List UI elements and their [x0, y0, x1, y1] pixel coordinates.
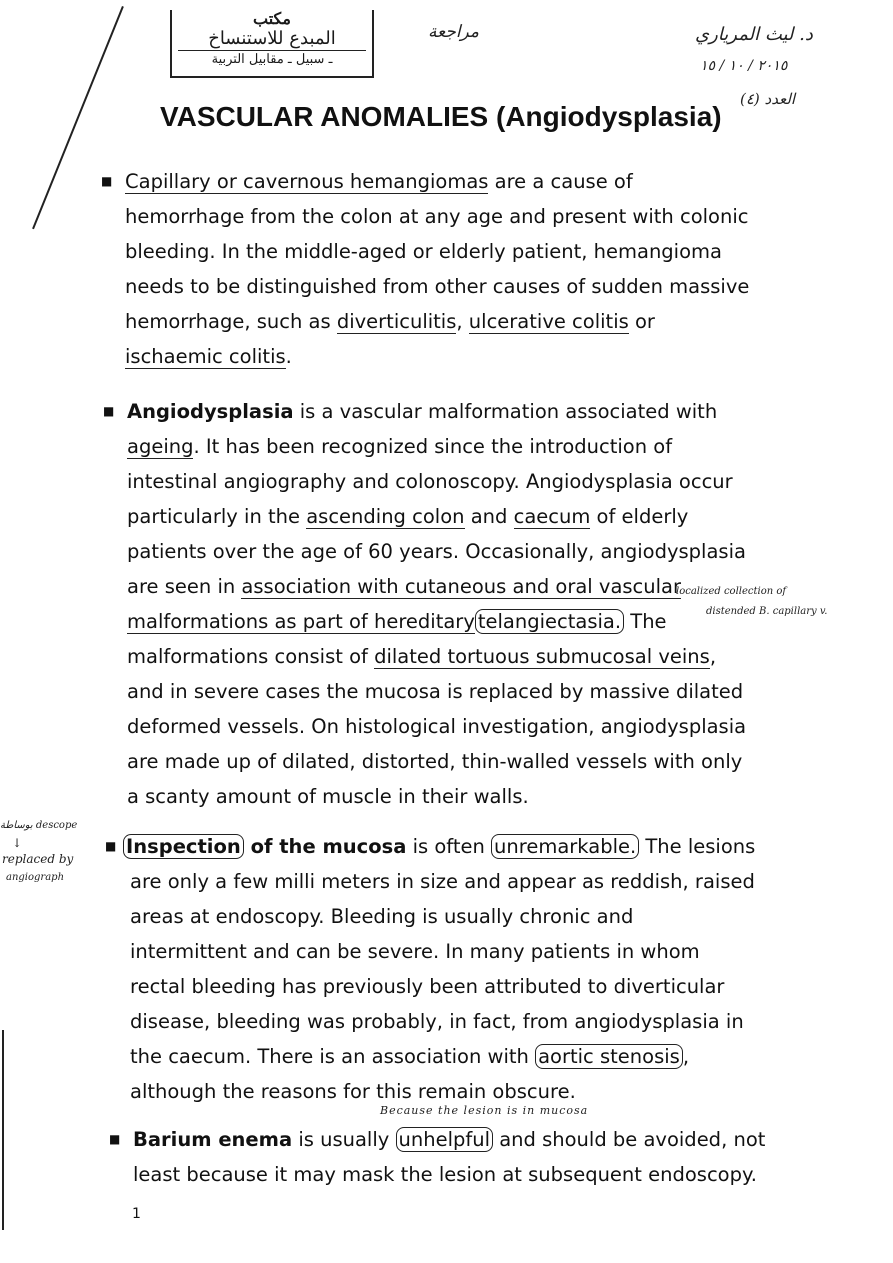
bullet-angiodysplasia	[103, 394, 747, 814]
handwritten-barium-note: Because the lesion is in mucosa	[380, 1104, 589, 1117]
underlined-text: ischaemic colitis	[125, 345, 286, 368]
bullet-inspection	[105, 829, 756, 1109]
text-line	[127, 639, 746, 674]
text-line	[127, 569, 746, 604]
text-line: needs to be distinguished from other causes of sudden massive	[125, 275, 750, 298]
underlined-text: Capillary or cavernous hemangiomas	[125, 170, 489, 193]
underlined-text: association with cutaneous and oral vascular	[241, 575, 682, 598]
handwritten-arrow: ↓	[12, 836, 23, 850]
text-span: ,	[456, 310, 469, 333]
boxed-term: Inspection	[123, 834, 244, 859]
bold-term: Barium enema	[133, 1128, 293, 1151]
text-span: the caecum. There is an association with	[130, 1045, 536, 1068]
text-line: disease, bleeding was probably, in fact, from angiodysplasia in	[130, 1010, 744, 1033]
underlined-text: ulcerative colitis	[468, 310, 629, 333]
handwritten-telangiectasia-note-1: localized collection of	[676, 586, 787, 597]
text-line: a scanty amount of muscle in their walls.	[127, 785, 529, 808]
boxed-term: unremarkable.	[491, 834, 639, 859]
underlined-text: diverticulitis	[336, 310, 457, 333]
text-span: is often	[406, 835, 492, 858]
text-line: are only a few milli meters in size and appear as reddish, raised	[130, 870, 755, 893]
stamp-line-1: مكتب	[253, 9, 291, 28]
page-number: 1	[132, 1206, 141, 1222]
text-span: or	[628, 310, 655, 333]
text-span: is a vascular malformation associated with	[293, 400, 718, 423]
page-title: VASCULAR ANOMALIES (Angiodysplasia)	[160, 101, 722, 132]
text-span: ,	[682, 1045, 690, 1068]
bullet-marker: ■	[103, 404, 115, 418]
text-span: hemorrhage, such as	[125, 310, 337, 333]
text-line	[127, 429, 746, 464]
text-span: . It has been recognized since the introduction of	[193, 435, 673, 458]
handwritten-left-note-2: replaced by	[2, 852, 74, 866]
text-line: intermittent and can be severe. In many patients in whom	[130, 940, 700, 963]
underlined-text: ageing	[127, 435, 194, 458]
text-span: malformations consist of	[127, 645, 375, 668]
text-span: is usually	[292, 1128, 396, 1151]
text-line	[127, 604, 746, 639]
copy-shop-stamp	[170, 10, 374, 78]
text-line: bleeding. In the middle-aged or elderly patient, hemangioma	[125, 240, 722, 263]
bullet-barium-enema	[109, 1122, 766, 1192]
underlined-text: caecum	[513, 505, 591, 528]
text-span: The	[624, 610, 667, 633]
underlined-text: malformations as part of hereditary	[127, 610, 475, 633]
text-span: of elderly	[590, 505, 689, 528]
text-line	[127, 394, 746, 429]
handwritten-date: ٢٠١٥ / ١٠ / ١٥	[700, 58, 788, 74]
stamp-line-2: المبدع للاستنساخ	[208, 28, 336, 49]
text-span: and should be avoided, not	[493, 1128, 766, 1151]
handwritten-issue-number: العدد (٤)	[740, 90, 796, 108]
text-line: intestinal angiography and colonoscopy. Angiodysplasia occur	[127, 470, 733, 493]
text-line: although the reasons for this remain obscure.	[130, 1080, 576, 1103]
text-span: ,	[709, 645, 717, 668]
text-line	[123, 829, 755, 864]
text-span: and	[464, 505, 514, 528]
stamp-line-3: ـ سبيل ـ مقابيل التربية	[178, 50, 366, 69]
text-line: hemorrhage from the colon at any age and present with colonic	[125, 205, 749, 228]
handwritten-left-note-3: angiograph	[6, 872, 65, 883]
boxed-term: unhelpful	[396, 1127, 494, 1152]
text-line	[125, 164, 749, 199]
text-span: are a cause of	[488, 170, 633, 193]
bullet-marker: ■	[109, 1132, 121, 1146]
boxed-term: telangiectasia.	[475, 609, 624, 634]
text-span: particularly in the	[127, 505, 307, 528]
text-line	[133, 1122, 765, 1157]
bold-term: Angiodysplasia	[127, 400, 294, 423]
text-line	[123, 1039, 755, 1074]
bold-term: of the mucosa	[243, 835, 407, 858]
bullet-marker: ■	[101, 174, 113, 188]
boxed-term: aortic stenosis	[535, 1044, 683, 1069]
text-line	[127, 499, 746, 534]
handwritten-note-review: مراجعة	[428, 22, 480, 42]
text-line: least because it may mask the lesion at subsequent endoscopy.	[133, 1163, 757, 1186]
handwritten-left-note-1: بوساطة descope	[0, 820, 78, 831]
text-span: The lesions	[639, 835, 756, 858]
text-line: deformed vessels. On histological investigation, angiodysplasia	[127, 715, 747, 738]
handwritten-lecturer-name: د. ليث المرياري	[695, 24, 813, 45]
underlined-text: ascending colon	[306, 505, 465, 528]
text-line: rectal bleeding has previously been attributed to diverticular	[130, 975, 725, 998]
underlined-text: dilated tortuous submucosal veins	[374, 645, 710, 668]
text-line: patients over the age of 60 years. Occasionally, angiodysplasia	[127, 540, 746, 563]
bullet-hemangiomas	[101, 164, 750, 374]
text-span: .	[285, 345, 292, 368]
text-line	[125, 339, 749, 374]
text-line: and in severe cases the mucosa is replaced by massive dilated	[127, 680, 744, 703]
text-line: are made up of dilated, distorted, thin-walled vessels with only	[127, 750, 743, 773]
text-line: areas at endoscopy. Bleeding is usually chronic and	[130, 905, 634, 928]
text-line	[125, 304, 749, 339]
text-span: are seen in	[127, 575, 242, 598]
margin-pen-stroke	[2, 1030, 4, 1230]
handwritten-telangiectasia-note-2: distended B. capillary v.	[706, 606, 828, 617]
bullet-marker: ■	[105, 839, 117, 853]
